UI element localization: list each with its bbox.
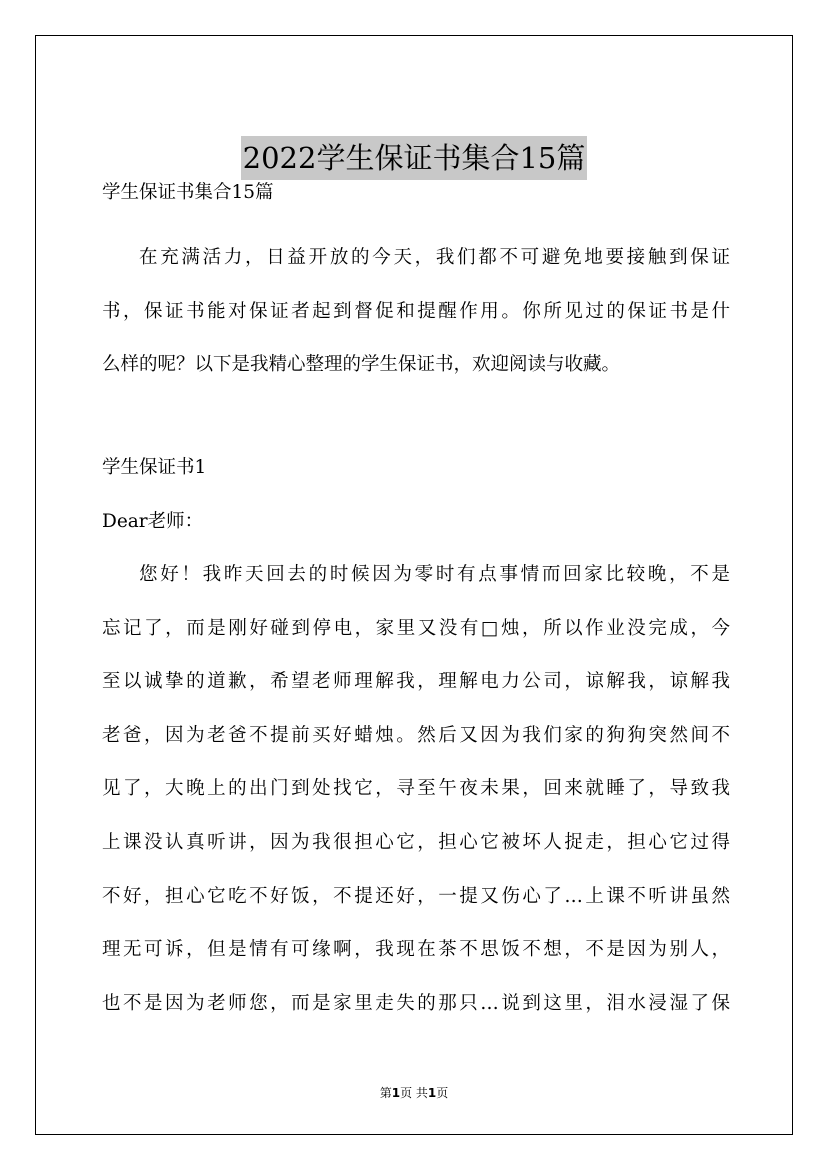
section-heading: 学生保证书1 [102, 457, 207, 478]
intro-line: 么样的呢？以下是我精心整理的学生保证书，欢迎阅读与收藏。 [102, 354, 621, 376]
body-line: 您好！我昨天回去的时候因为零时有点事情而回家比较晚，不是 [139, 564, 730, 585]
body-paragraph [102, 548, 730, 1030]
footer-suffix: 页 [436, 1086, 449, 1100]
footer-prefix: 第 [379, 1086, 392, 1100]
intro-line: 书，保证书能对保证者起到督促和提醒作用。你所见过的保证书是什 [102, 300, 730, 322]
body-line: 也不是因为老师您，而是家里走失的那只…说到这里，泪水浸湿了保 [102, 992, 730, 1014]
intro-paragraph [102, 231, 730, 392]
intro-line: 在充满活力，日益开放的今天，我们都不可避免地要接触到保证 [139, 247, 730, 268]
document-page [35, 35, 793, 1135]
page-footer [36, 1084, 792, 1101]
body-line: 忘记了，而是刚好碰到停电，家里又没有□烛，所以作业没完成，今 [102, 617, 730, 639]
document-subtitle: 学生保证书集合15篇 [102, 182, 274, 203]
salutation: Dear老师： [102, 511, 204, 532]
document-title: 2022学生保证书集合15篇 [241, 136, 588, 180]
body-line: 见了，大晚上的出门到处找它，寻至午夜未果，回来就睡了，导致我 [102, 778, 730, 800]
footer-mid: 页 共 [400, 1086, 428, 1100]
body-line: 至以诚挚的道歉，希望老师理解我，理解电力公司，谅解我，谅解我 [102, 671, 730, 693]
body-line: 老爸，因为老爸不提前买好蜡烛。然后又因为我们家的狗狗突然间不 [102, 724, 730, 746]
body-line: 上课没认真听讲，因为我很担心它，担心它被坏人捉走，担心它过得 [102, 831, 730, 853]
body-line: 理无可诉，但是情有可缘啊，我现在茶不思饭不想，不是因为别人， [102, 939, 730, 961]
title-container [36, 136, 792, 180]
footer-page-total: 1 [427, 1086, 437, 1100]
body-line: 不好，担心它吃不好饭，不提还好，一提又伤心了…上课不听讲虽然 [102, 885, 730, 907]
footer-page-current: 1 [391, 1086, 401, 1100]
